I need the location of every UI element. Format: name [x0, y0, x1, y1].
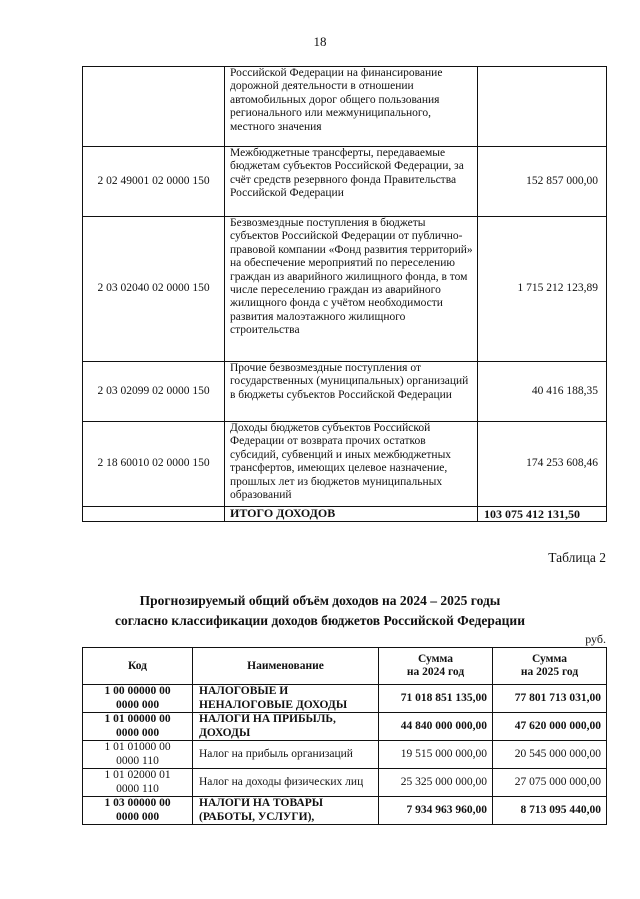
total-sum: 103 075 412 131,50 [478, 507, 607, 522]
revenue-forecast-table [82, 647, 607, 825]
row-code [83, 741, 193, 769]
table-row [83, 67, 607, 147]
row-code-line1: 1 01 02000 01 [104, 769, 171, 782]
row-name: Межбюджетные трансферты, передаваемые бюджетам субъектов Российской Федерации, за счёт средств резервного фонда Правительства Российской Федерации [225, 147, 478, 217]
table-row [83, 362, 607, 422]
row-sum: 40 416 188,35 [478, 362, 607, 422]
row-code: 2 03 02040 02 0000 150 [83, 217, 225, 362]
table-row [83, 741, 607, 769]
row-code: 2 02 49001 02 0000 150 [83, 147, 225, 217]
row-name: Российской Федерации на финансирование дорожной деятельности в отношении автомобильных дорог общего пользования регионального или межмуниципального, местного значения [225, 67, 478, 147]
revenue-table-continued [82, 66, 607, 522]
header-name: Наименование [193, 648, 379, 685]
table-row [83, 769, 607, 797]
section-heading-line2: согласно классификации доходов бюджетов Российской Федерации [115, 613, 525, 628]
header-sum-2025-line1: Сумма [532, 653, 567, 665]
row-code-line2: 0000 000 [115, 726, 160, 739]
row-sum: 152 857 000,00 [478, 147, 607, 217]
row-code-line2: 0000 110 [116, 782, 159, 795]
header-sum-2025 [493, 648, 607, 685]
row-sum-2025: 27 075 000 000,00 [493, 769, 607, 797]
row-code-line2: 0000 110 [116, 754, 159, 767]
row-code-line1: 1 01 00000 00 [104, 713, 171, 726]
table-row [83, 422, 607, 507]
row-sum [478, 67, 607, 147]
row-name: Безвозмездные поступления в бюджеты субъектов Российской Федерации от публично-правовой компании «Фонд развития территорий» на обеспечение мероприятий по переселению граждан из аварийного жилищного фонда, в том числе переселению граждан из аварийного жилищного фонда с учётом необходимости развития малоэтажного жилищного строительства [225, 217, 478, 362]
row-code-line2: 0000 000 [115, 810, 160, 823]
table-row [83, 685, 607, 713]
table-caption: Таблица 2 [548, 550, 606, 565]
row-sum-2025: 20 545 000 000,00 [493, 741, 607, 769]
row-code: 2 18 60010 02 0000 150 [83, 422, 225, 507]
header-code: Код [83, 648, 193, 685]
row-code-line1: 1 00 00000 00 [104, 685, 171, 698]
row-sum-2025: 77 801 713 031,00 [493, 685, 607, 713]
header-sum-2024 [379, 648, 493, 685]
row-sum: 174 253 608,46 [478, 422, 607, 507]
row-sum-2024: 44 840 000 000,00 [379, 713, 493, 741]
row-sum: 1 715 212 123,89 [478, 217, 607, 362]
row-code-line1: 1 03 00000 00 [104, 797, 171, 810]
row-code [83, 769, 193, 797]
total-label: ИТОГО ДОХОДОВ [225, 507, 478, 522]
row-name: Налог на доходы физических лиц [193, 769, 379, 797]
total-row [83, 507, 607, 522]
table-row [83, 217, 607, 362]
row-sum-2025: 8 713 095 440,00 [493, 797, 607, 825]
row-name: НАЛОГИ НА ПРИБЫЛЬ, ДОХОДЫ [193, 713, 379, 741]
table-header-row [83, 648, 607, 685]
header-sum-2024-line2: на 2024 год [406, 666, 465, 678]
row-sum-2024: 7 934 963 960,00 [379, 797, 493, 825]
header-sum-2024-line1: Сумма [418, 653, 453, 665]
header-sum-2025-line2: на 2025 год [520, 666, 579, 678]
row-code [83, 713, 193, 741]
row-name: НАЛОГИ НА ТОВАРЫ (РАБОТЫ, УСЛУГИ), [193, 797, 379, 825]
table-row [83, 797, 607, 825]
row-name: Доходы бюджетов субъектов Российской Федерации от возврата прочих остатков субсидий, субвенций и иных межбюджетных трансфертов, имеющих целевое назначение, прошлых лет из бюджетов муниципальных образований [225, 422, 478, 507]
total-code [83, 507, 225, 522]
row-code [83, 67, 225, 147]
row-sum-2024: 25 325 000 000,00 [379, 769, 493, 797]
row-name: НАЛОГОВЫЕ И НЕНАЛОГОВЫЕ ДОХОДЫ [193, 685, 379, 713]
table-row [83, 713, 607, 741]
row-code-line1: 1 01 01000 00 [104, 741, 171, 754]
section-heading-line1: Прогнозируемый общий объём доходов на 2024 – 2025 годы [139, 593, 501, 608]
row-code [83, 685, 193, 713]
row-code [83, 797, 193, 825]
row-name: Прочие безвозмездные поступления от государственных (муниципальных) организаций в бюджеты субъектов Российской Федерации [225, 362, 478, 422]
row-code-line2: 0000 000 [115, 698, 160, 711]
row-sum-2024: 19 515 000 000,00 [379, 741, 493, 769]
currency-unit: руб. [585, 632, 606, 646]
row-code: 2 03 02099 02 0000 150 [83, 362, 225, 422]
page-number: 18 [313, 34, 327, 49]
row-sum-2025: 47 620 000 000,00 [493, 713, 607, 741]
row-sum-2024: 71 018 851 135,00 [379, 685, 493, 713]
row-name: Налог на прибыль организаций [193, 741, 379, 769]
table-row [83, 147, 607, 217]
